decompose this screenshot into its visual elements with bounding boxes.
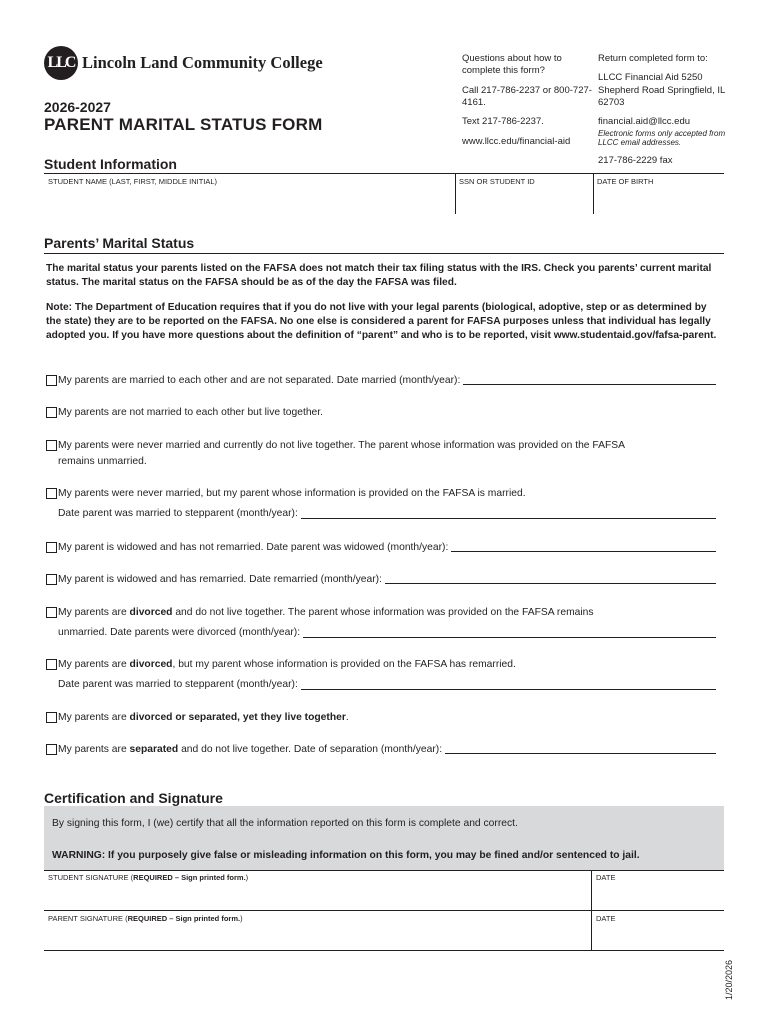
contact-info-left (462, 53, 592, 155)
option-checkbox[interactable] (46, 607, 57, 618)
student-id-label: SSN OR STUDENT ID (459, 177, 535, 186)
option-separated: My parents are separated and do not live together. Date of separation (month/year): (46, 742, 716, 758)
marital-status-heading: Parents’ Marital Status (44, 235, 195, 251)
college-logo (44, 46, 323, 80)
college-name: Lincoln Land Community College (82, 53, 323, 72)
option-never-married-apart: My parents were never married and currently do not live together. The parent whose information was provided on the FAFSA remains unmarried. (46, 438, 716, 471)
option-checkbox[interactable] (46, 488, 57, 499)
remarried-date-input[interactable] (385, 583, 716, 584)
option-checkbox[interactable] (46, 744, 57, 755)
parent-sig-date-field[interactable]: DATE (596, 914, 616, 923)
field-divider (44, 950, 724, 951)
electronic-note: Electronic forms only accepted from LLCC email addresses. (598, 128, 726, 148)
marital-intro: The marital status your parents listed on the FAFSA does not match their tax filing status with the IRS. Check you parents’ current marital status. The marital status on the FAFSA should be as of the day the FAFSA was filed. (46, 263, 712, 289)
dob-field[interactable] (593, 174, 724, 214)
questions-text: Questions about how to complete this form? (462, 53, 562, 77)
section-divider (44, 253, 724, 254)
widowed-date-input[interactable] (451, 551, 716, 552)
option-married: My parents are married to each other and are not separated. Date married (month/year): (46, 373, 716, 389)
revision-date: 1/20/2026 (724, 959, 734, 1000)
student-info-heading: Student Information (44, 156, 177, 172)
certification-statement: By signing this form, I (we) certify that all the information reported on this form is complete and correct. (52, 818, 518, 829)
option-widowed-remarried: My parent is widowed and has remarried. Date remarried (month/year): (46, 572, 716, 588)
certification-heading: Certification and Signature (44, 790, 223, 806)
fax-text: 217-786-2229 fax (598, 154, 673, 166)
option-checkbox[interactable] (46, 440, 57, 451)
contact-info-right (598, 53, 738, 174)
call-text: Call 217-786-2237 or 800-727-4161. (462, 84, 592, 109)
option-divorced-remarried: My parents are divorced , but my parent whose information is provided on the FAFSA has remarried. Date parent was married to stepparent (month/year): (46, 657, 716, 694)
student-name-label: STUDENT NAME (LAST, FIRST, MIDDLE INITIAL) (48, 177, 218, 186)
option-unmarried-live-together: My parents are not married to each other but live together. (46, 405, 716, 421)
website-text: www.llcc.edu/financial-aid (462, 135, 571, 147)
option-divorced-live-together: My parents are divorced or separated, yet they live together . (46, 710, 716, 726)
option-checkbox[interactable] (46, 375, 57, 386)
option-divorced: My parents are divorced and do not live together. The parent whose information was provided on the FAFSA remains unmarried. Date parents were divorced (month/year): (46, 605, 716, 642)
option-checkbox[interactable] (46, 542, 57, 553)
form-year: 2026-2027 (44, 99, 111, 115)
option-checkbox[interactable] (46, 659, 57, 670)
return-address: LLCC Financial Aid 5250 Shepherd Road Springfield, IL 62703 (598, 72, 725, 109)
return-label: Return completed form to: (598, 53, 708, 64)
divorce-date-input[interactable] (303, 637, 716, 638)
certification-box (44, 806, 724, 870)
form-title: PARENT MARITAL STATUS FORM (44, 115, 323, 134)
stepparent-date-input[interactable] (301, 518, 716, 519)
option-checkbox[interactable] (46, 407, 57, 418)
student-sig-date-field[interactable]: DATE (596, 873, 616, 882)
option-widowed: My parent is widowed and has not remarried. Date parent was widowed (month/year): (46, 540, 716, 556)
parent-definition-note: Note: The Department of Education requires that if you do not live with your legal parents (biological, adoptive, step or as determined by the state) they are to be reported on the FAFSA. No one else is considered a parent for FAFSA purposes unless that individual has legally adopted you. If you have more questions about the definition of “parent” and who is to be reported, visit www.studentaid.gov/fafsa-parent. (46, 302, 717, 342)
separation-date-input[interactable] (445, 753, 716, 754)
logo-mark: LLC (44, 46, 78, 80)
dob-label: DATE OF BIRTH (597, 177, 654, 186)
parent-signature-field[interactable]: PARENT SIGNATURE (REQUIRED – Sign printed form.) (48, 914, 243, 923)
email-text: financial.aid@llcc.edu (598, 116, 691, 128)
text-number: Text 217-786-2237. (462, 116, 544, 128)
option-checkbox[interactable] (46, 574, 57, 585)
student-signature-field[interactable]: STUDENT SIGNATURE (REQUIRED – Sign printed form.) (48, 873, 249, 882)
student-id-field[interactable] (455, 174, 592, 214)
stepparent-date-input[interactable] (301, 689, 716, 690)
option-never-married-parent-married: My parents were never married, but my parent whose information is provided on the FAFSA is married. Date parent was married to stepparent (month/year): (46, 486, 716, 523)
date-married-input[interactable] (463, 384, 716, 385)
option-checkbox[interactable] (46, 712, 57, 723)
warning-text: WARNING: If you purposely give false or misleading information on this form, you may be fined and/or sentenced to jail. (52, 850, 640, 861)
student-name-field[interactable] (44, 174, 454, 214)
